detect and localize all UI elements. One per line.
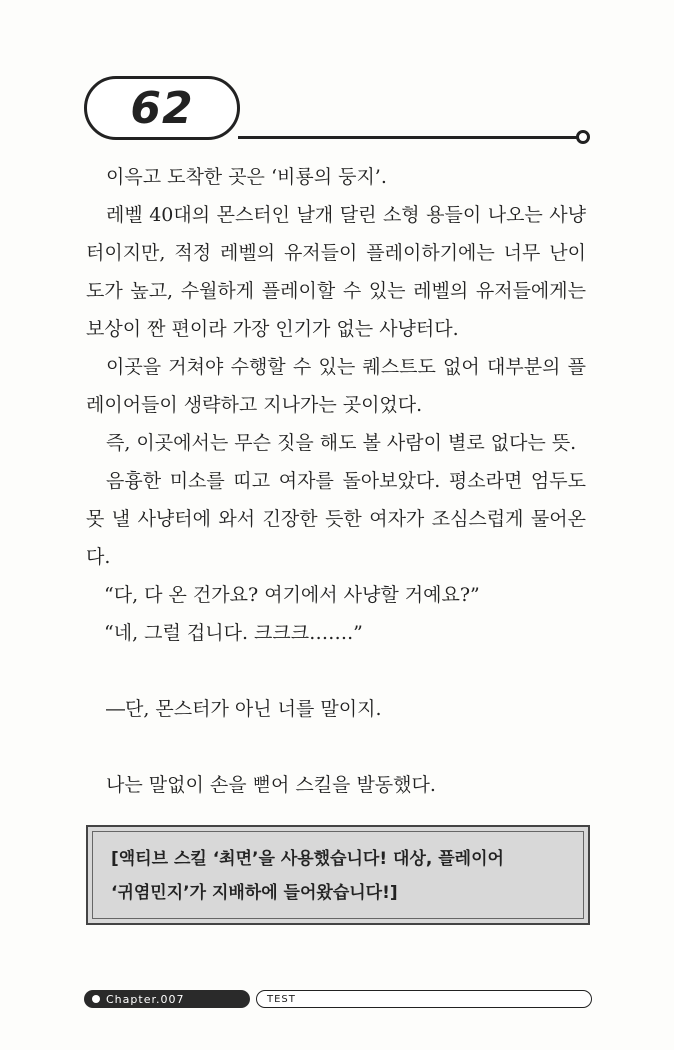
system-notice-line: [액티브 스킬 ‘최면’을 사용했습니다! 대상, 플레이어 [111,849,504,869]
page-number: 62 [130,82,194,134]
system-notice-line: ‘귀염민지’가 지배하에 들어왔습니다!] [111,883,398,903]
footer-chapter-label: Chapter.007 [106,992,185,1006]
system-notice-box [86,825,590,925]
dialogue-line: “다, 다 온 건가요? 여기에서 사냥할 거예요?” [104,584,480,606]
paragraph: 음흉한 미소를 띠고 여자를 돌아보았다. 평소라면 엄두도 못 낼 사냥터에 와서 긴장한 듯한 여자가 조심스럽게 물어온다. [86,470,586,568]
body-text [86,158,586,804]
paragraph: 즉, 이곳에서는 무슨 짓을 해도 볼 사람이 별로 없다는 뜻. [106,432,577,454]
header-rule-end-dot [576,130,590,144]
paragraph: ―단, 몬스터가 아닌 너를 말이지. [106,698,382,720]
dialogue-line: “네, 그럴 겁니다. 크크크…….” [104,622,363,644]
system-notice-inner [92,831,584,919]
paragraph: 나는 말없이 손을 뻗어 스킬을 발동했다. [106,774,436,796]
paragraph: 이윽고 도착한 곳은 ‘비룡의 둥지’. [106,166,387,188]
footer-chapter-pill [84,990,250,1008]
footer-title-label: TEST [267,993,296,1005]
footer-title-pill [256,990,592,1008]
bullet-icon [92,995,100,1003]
paragraph: 이곳을 거쳐야 수행할 수 있는 퀘스트도 없어 대부분의 플레이어들이 생략하고 지나가는 곳이었다. [86,356,586,416]
header-rule [238,136,578,139]
blank-line [86,652,586,690]
blank-line [86,728,586,766]
paragraph: 레벨 40대의 몬스터인 날개 달린 소형 용들이 나오는 사냥터이지만, 적정 레벨의 유저들이 플레이하기에는 너무 난이도가 높고, 수월하게 플레이할 수 있는 레벨의 유저들에게는 보상이 짠 편이라 가장 인기가 없는 사냥터다. [86,204,586,340]
page-number-badge [84,76,240,140]
